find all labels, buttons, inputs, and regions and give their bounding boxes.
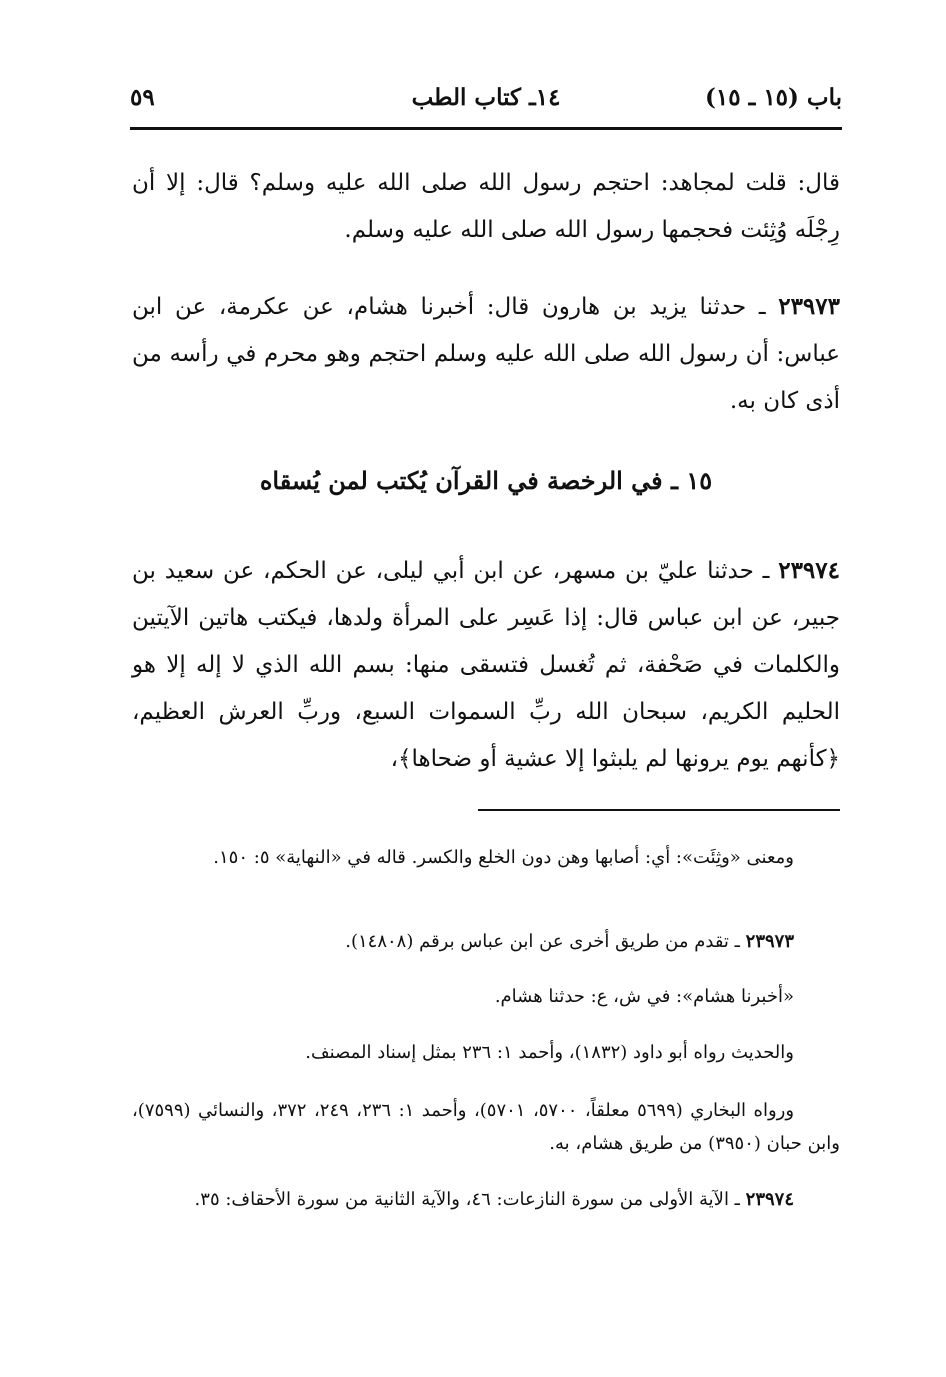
footnote-23973 bbox=[132, 925, 840, 958]
footnote-bukhari: ورواه البخاري (٥٦٩٩ معلقاً، ٥٧٠٠، ٥٧٠١)، وأحمد ١: ٢٣٦، ٢٤٩، ٣٧٢، والنسائي (٧٥٩٩)، وابن حبان (٣٩٥٠) من طريق هشام، به. bbox=[132, 1100, 840, 1154]
hadith-23974 bbox=[132, 547, 840, 783]
chapter-reference: باب (١٥ ـ ١٥) bbox=[704, 84, 842, 111]
footnote-abu-dawud: والحديث رواه أبو داود (١٨٣٢)، وأحمد ١: ٢٣٦ بمثل إسناد المصنف. bbox=[305, 1042, 794, 1063]
footnote-divider bbox=[478, 809, 840, 811]
footnote-number: ٢٣٩٧٣ bbox=[745, 931, 794, 952]
section-heading: ١٥ ـ في الرخصة في القرآن يُكتب لمن يُسقاه bbox=[259, 466, 713, 495]
header-divider bbox=[130, 127, 842, 130]
footnote-text: ـ الآية الأولى من سورة النازعات: ٤٦، والآية الثانية من سورة الأحقاف: ٣٥. bbox=[194, 1189, 746, 1210]
hadith-23973 bbox=[132, 283, 840, 425]
hadith-number: ٢٣٩٧٤ bbox=[778, 557, 840, 584]
footnote-number: ٢٣٩٧٤ bbox=[745, 1189, 794, 1210]
book-title: ١٤ـ كتاب الطب bbox=[411, 84, 561, 111]
footnote-meaning: ومعنى «وثِئَت»: أي: أصابها وهن دون الخلع والكسر. قاله في «النهاية» ٥: ١٥٠. bbox=[213, 847, 794, 868]
paragraph-continuation: قال: قلت لمجاهد: احتجم رسول الله صلى الله عليه وسلم؟ قال: إلا أن رِجْلَه وُثِئت فحجمها رسول الله صلى الله عليه وسلم. bbox=[132, 170, 840, 243]
footnote-variant: «أخبرنا هشام»: في ش، ع: حدثنا هشام. bbox=[494, 986, 794, 1007]
footnote-23974 bbox=[132, 1183, 840, 1216]
page-number: ٥٩ bbox=[130, 84, 155, 111]
footnote-text: ـ تقدم من طريق أخرى عن ابن عباس برقم (١٤٨٠٨). bbox=[345, 931, 746, 952]
running-header bbox=[130, 78, 842, 122]
hadith-number: ٢٣٩٧٣ bbox=[778, 293, 840, 320]
hadith-text: ـ حدثنا يزيد بن هارون قال: أخبرنا هشام، عن عكرمة، عن ابن عباس: أن رسول الله صلى الله عليه وسلم احتجم وهو محرم في رأسه من أذى كان به. bbox=[132, 294, 840, 414]
hadith-text: ـ حدثنا عليّ بن مسهر، عن ابن أبي ليلى، عن الحكم، عن سعيد بن جبير، عن ابن عباس قال: إذا عَسِر على المرأة ولدها، فيكتب هاتين الآيتين والكلمات في صَحْفة، ثم تُغسل فتسقى منها: بسم الله الذي لا إله إلا هو الحليم الكريم، سبحان الله ربِّ السموات السبع، وربِّ العرش العظيم، ﴿كأنهم يوم يرونها لم يلبثوا إلا عشية أو ضحاها﴾، bbox=[132, 558, 840, 772]
